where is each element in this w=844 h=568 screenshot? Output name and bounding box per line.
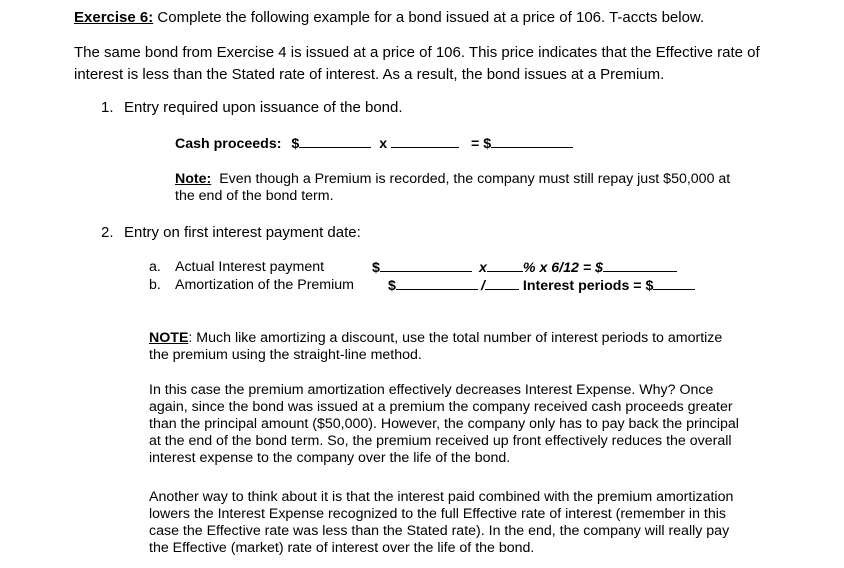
- note2-line-1: [149, 330, 722, 346]
- item-2-number: 2.: [101, 224, 114, 241]
- item-2-text: Entry on first interest payment date:: [124, 224, 361, 241]
- row-b-label: b.: [149, 277, 161, 293]
- note2-label: NOTE: [149, 330, 189, 346]
- para2-line-1: Another way to think about it is that the interest paid combined with the premium amortization: [149, 489, 734, 505]
- para2-line-4: the Effective (market) rate of interest over the life of the bond.: [149, 540, 535, 556]
- row-a-rate-blank[interactable]: [487, 259, 523, 272]
- row-b-text: Amortization of the Premium: [175, 277, 354, 293]
- cash-dollar-sign: $: [291, 136, 300, 152]
- para1-line-3: than the principal amount ($50,000). However, the company only has to pay back the principal: [149, 416, 739, 432]
- item-1-number: 1.: [101, 99, 114, 116]
- note2-line-2: the premium using the straight-line method.: [149, 347, 422, 363]
- exercise-title: [74, 9, 704, 26]
- intro-line-1: The same bond from Exercise 4 is issued at a price of 106. This price indicates that the Effective rate of: [74, 44, 760, 61]
- row-a-rest: % x 6/12 = $: [522, 260, 603, 276]
- row-b-result-blank[interactable]: [653, 277, 695, 290]
- row-a-calc: [372, 259, 476, 276]
- note-text-1: Even though a Premium is recorded, the company must still repay just $50,000 at: [219, 171, 731, 187]
- cash-amount-blank[interactable]: [299, 135, 371, 148]
- row-a-dollar: $: [372, 260, 380, 276]
- para2-line-3: case the Effective rate was less than the Stated rate). In the end, the company will really pay: [149, 523, 730, 539]
- para1-line-4: at the end of the bond term. So, the premium received up front effectively reduces the overall: [149, 433, 732, 449]
- para1-line-2: again, since the bond was issued at a premium the company received cash proceeds greater: [149, 399, 733, 415]
- row-b-rest: Interest periods = $: [522, 278, 654, 294]
- equals-dollar-sign: = $: [471, 136, 492, 152]
- times-sign: x: [379, 136, 388, 152]
- row-b-calc-2: [481, 277, 695, 294]
- price-blank[interactable]: [391, 135, 459, 148]
- note2-line-1-rest: : Much like amortizing a discount, use the total number of interest periods to amortize: [188, 330, 723, 346]
- note-label: Note:: [175, 171, 212, 187]
- para1-line-1: In this case the premium amortization effectively decreases Interest Expense. Why? Once: [149, 382, 714, 398]
- proceeds-result-blank[interactable]: [491, 135, 573, 148]
- cash-proceeds-label: Cash proceeds:: [175, 136, 282, 152]
- intro-line-2: interest is less than the Stated rate of interest. As a result, the bond issues at a Premium.: [74, 66, 665, 83]
- row-b-periods-blank[interactable]: [485, 277, 519, 290]
- note-text-2: the end of the bond term.: [175, 188, 334, 204]
- para1-line-5: interest expense to the company over the life of the bond.: [149, 450, 511, 466]
- row-b-premium-blank[interactable]: [396, 277, 478, 290]
- para2-line-2: lowers the Interest Expense recognized to the full Effective rate of interest (remember in this: [149, 506, 726, 522]
- exercise-instruction: Complete the following example for a bond issued at a price of 106. T-accts below.: [157, 9, 705, 26]
- row-b-calc: [388, 277, 478, 294]
- cash-proceeds-row: [175, 135, 573, 152]
- row-a-calc-2: [479, 259, 677, 276]
- row-a-times: x: [479, 260, 487, 276]
- item-1-text: Entry required upon issuance of the bond.: [124, 99, 403, 116]
- row-b-dollar: $: [388, 278, 396, 294]
- row-b-divide: /: [481, 278, 485, 294]
- row-a-text: Actual Interest payment: [175, 259, 325, 275]
- row-a-result-blank[interactable]: [603, 259, 677, 272]
- row-a-label: a.: [149, 259, 161, 275]
- row-a-principal-blank[interactable]: [380, 259, 472, 272]
- exercise-label: Exercise 6:: [74, 9, 154, 26]
- note-row-1: [175, 171, 730, 187]
